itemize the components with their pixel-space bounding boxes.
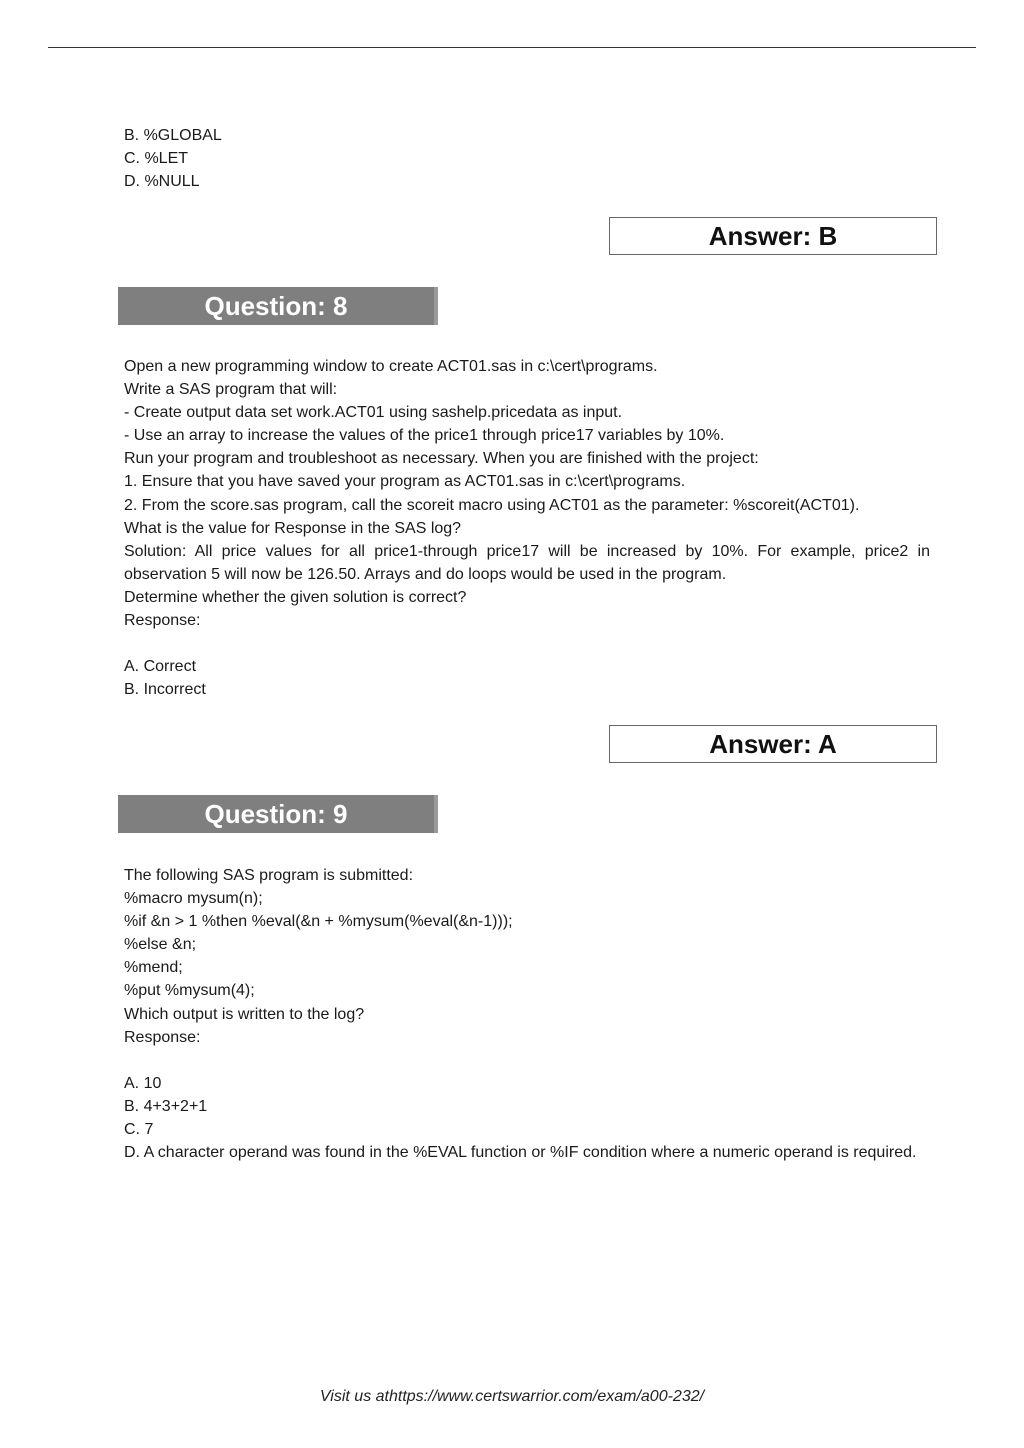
solution-text: Solution: All price values for all price1-through price17 will be increased by 10%. For example, price2 in observation 5 will now be 126.50. Arrays and do loops would be used in the program. [124,542,930,583]
code-line: %macro mysum(n); [124,890,263,908]
question-line: Run your program and troubleshoot as necessary. When you are finished with the project: [124,450,759,468]
question-9-banner: Question: 9 [118,795,438,833]
question-line: 2. From the score.sas program, call the scoreit macro using ACT01 as the parameter: %scoreit(ACT01). [124,496,860,514]
option-d: D. %NULL [124,173,200,191]
question-line: Determine whether the given solution is correct? [124,588,467,606]
option-d: D. A character operand was found in the %EVAL function or %IF condition where a numeric operand is required. [124,1144,917,1162]
question-line: 1. Ensure that you have saved your program as ACT01.sas in c:\cert\programs. [124,473,686,491]
spacer [124,1049,930,1072]
question-9-body [124,864,930,1164]
code-line: %put %mysum(4); [124,982,255,1000]
header-divider [48,47,976,48]
question-line: - Create output data set work.ACT01 using sashelp.pricedata as input. [124,404,623,422]
question-line: The following SAS program is submitted: [124,867,414,884]
question-line: - Use an array to increase the values of the price1 through price17 variables by 10%. [124,427,725,445]
response-label: Response: [124,1028,201,1046]
option-b: B. %GLOBAL [124,127,222,144]
option-a: A. Correct [124,658,197,676]
prev-question-options [124,124,930,193]
footer-link[interactable]: Visit us athttps://www.certswarrior.com/exam/a00-232/ [319,1388,705,1405]
code-line: %else &n; [124,936,197,954]
question-8-banner: Question: 8 [118,287,438,325]
answer-box-question-8: Answer: A [609,725,937,763]
option-b: B. 4+3+2+1 [124,1097,208,1115]
question-line: Write a SAS program that will: [124,381,338,399]
code-line: %mend; [124,959,183,977]
question-line: What is the value for Response in the SAS log? [124,519,462,537]
answer-box-prev: Answer: B [609,217,937,255]
option-c: C. %LET [124,150,189,168]
option-b: B. Incorrect [124,681,206,699]
spacer [124,632,930,655]
question-line: Which output is written to the log? [124,1005,365,1023]
option-c: C. 7 [124,1121,154,1139]
question-line: Open a new programming window to create ACT01.sas in c:\cert\programs. [124,358,658,375]
response-label: Response: [124,612,201,630]
code-line: %if &n > 1 %then %eval(&n + %mysum(%eval(&n-1))); [124,913,513,931]
option-a: A. 10 [124,1074,162,1092]
question-8-body [124,355,930,701]
